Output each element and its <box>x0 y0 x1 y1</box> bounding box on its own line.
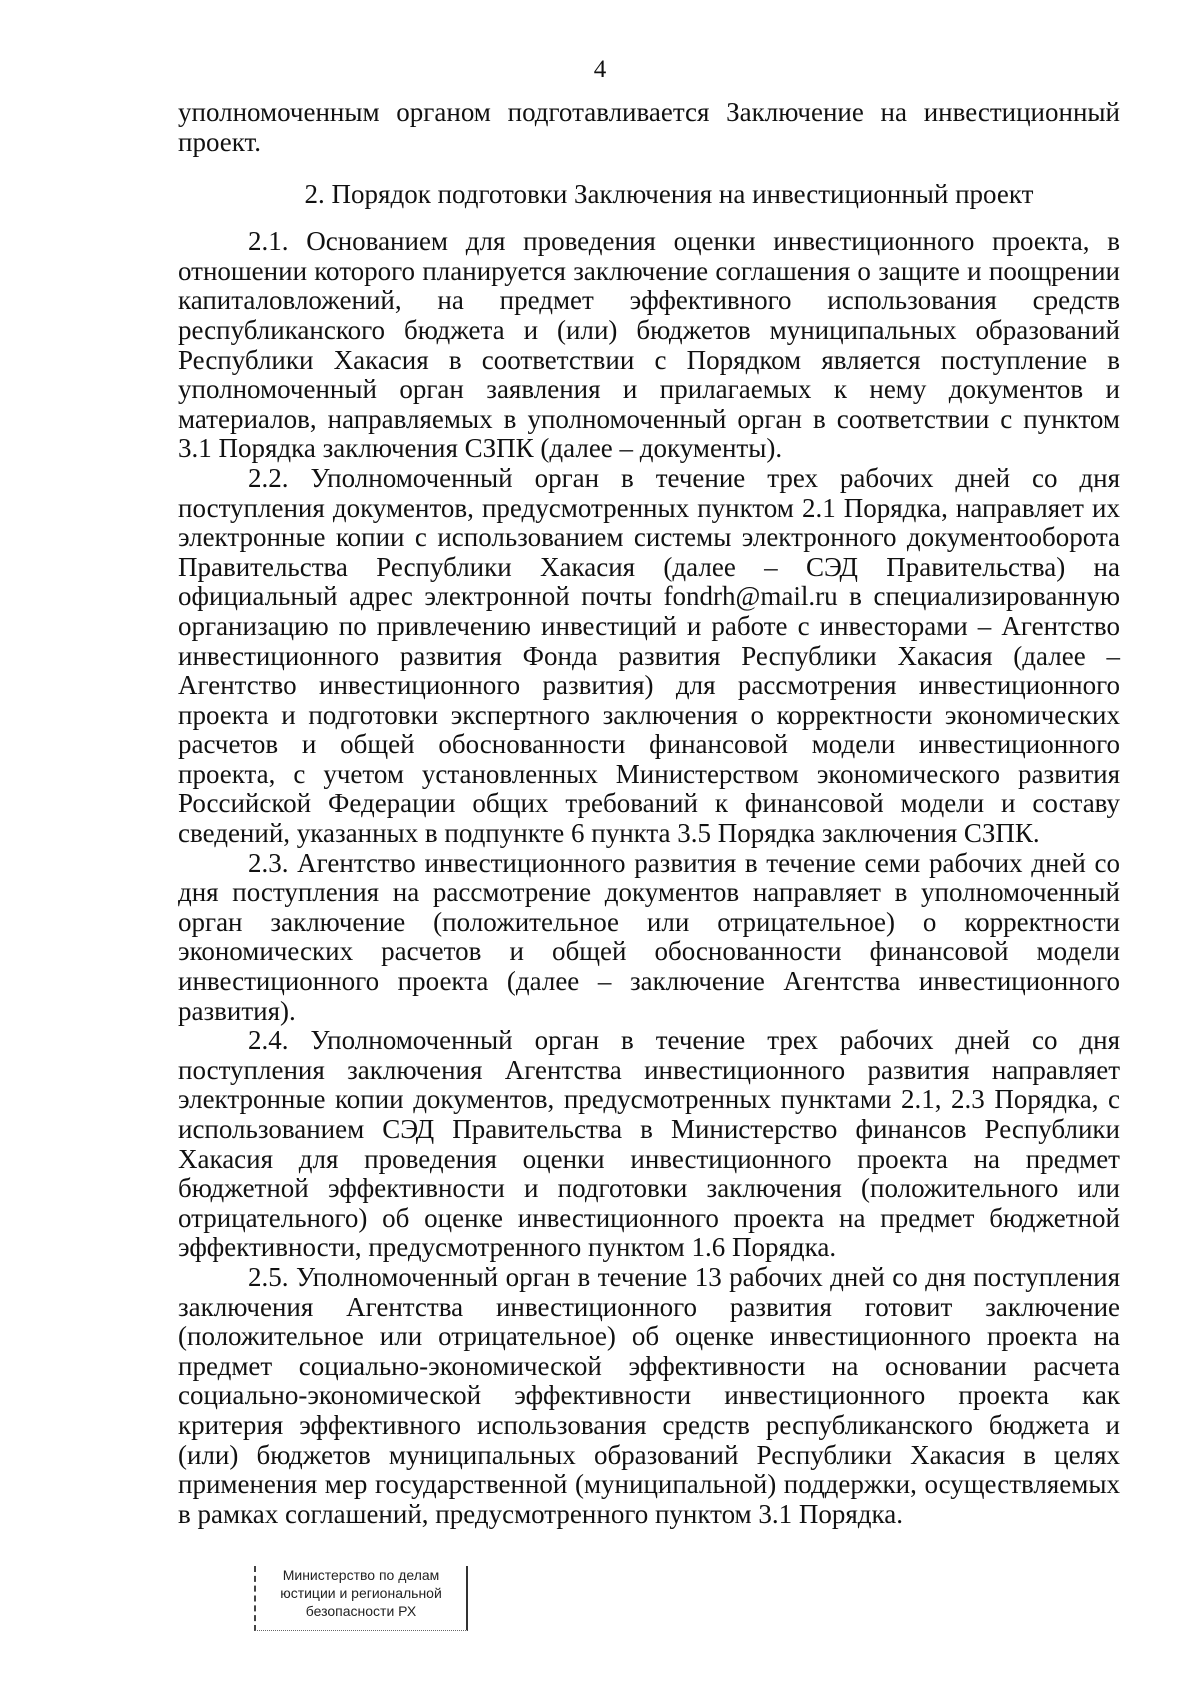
paragraph-2-1: 2.1. Основанием для проведения оценки инвестиционного проекта, в отношении которого планируется заключение соглашения о защите и поощрении капиталовложений, на предмет эффективного использования средств республиканского бюджета и (или) бюджетов муниципальных образований Республики Хакасия в соответствии с Порядком является поступление в уполномоченный орган заявления и прилагаемых к нему документов и материалов, направляемых в уполномоченный орган в соответствии с пунктом 3.1 Порядка заключения СЗПК (далее – документы). <box>178 226 1120 464</box>
document-body <box>178 98 1120 1529</box>
stamp-line-2: юстиции и региональной <box>280 1585 442 1601</box>
intro-paragraph: уполномоченным органом подготавливается Заключение на инвестиционный проект. <box>178 97 1120 157</box>
paragraph-2-3: 2.3. Агентство инвестиционного развития в течение семи рабочих дней со дня поступления на рассмотрение документов направляет в уполномоченный орган заключение (положительное или отрицательное) о корректности экономических расчетов и общей обоснованности финансовой модели инвестиционного проекта (далее – заключение Агентства инвестиционного развития). <box>178 847 1120 1026</box>
paragraph-2-5: 2.5. Уполномоченный орган в течение 13 рабочих дней со дня поступления заключения Агентства инвестиционного развития готовит заключение (положительное или отрицательное) об оценке инвестиционного проекта на предмет социально-экономической эффективности на основании расчета социально-экономической эффективности инвестиционного проекта как критерия эффективного использования средств республиканского бюджета и (или) бюджетов муниципальных образований Республики Хакасия в целях применения мер государственной (муниципальной) поддержки, осуществляемых в рамках соглашений, предусмотренного пунктом 3.1 Порядка. <box>178 1261 1120 1529</box>
stamp-line-3: безопасности РХ <box>305 1603 417 1619</box>
paragraph-2-4: 2.4. Уполномоченный орган в течение трех рабочих дней со дня поступления заключения Агентства инвестиционного развития направляет электронные копии документов, предусмотренных пунктами 2.1, 2.3 Порядка, с использованием СЭД Правительства в Министерство финансов Республики Хакасия для проведения оценки инвестиционного проекта на предмет бюджетной эффективности и подготовки заключения (положительного или отрицательного) об оценке инвестиционного проекта на предмет бюджетной эффективности, предусмотренного пунктом 1.6 Порядка. <box>178 1025 1120 1263</box>
section-heading: 2. Порядок подготовки Заключения на инвестиционный проект <box>304 179 1034 210</box>
ministry-stamp <box>254 1566 468 1631</box>
paragraph-2-2: 2.2. Уполномоченный орган в течение трех рабочих дней со дня поступления документов, предусмотренных пунктом 2.1 Порядка, направляет их электронные копии с использованием системы электронного документооборота Правительства Республики Хакасия (далее – СЭД Правительства) на официальный адрес электронной почты fondrh@mail.ru в специализированную организацию по привлечению инвестиций и работе с инвесторами – Агентство инвестиционного развития Фонда развития Республики Хакасия (далее – Агентство инвестиционного развития) для рассмотрения инвестиционного проекта и подготовки экспертного заключения о корректности экономических расчетов и общей обоснованности финансовой модели инвестиционного проекта, с учетом установленных Министерством экономического развития Российской Федерации общих требований к финансовой модели и составу сведений, указанных в подпункте 6 пункта 3.5 Порядка заключения СЗПК. <box>178 462 1120 849</box>
page-number: 4 <box>593 56 607 83</box>
stamp-line-1: Министерство по делам <box>282 1567 440 1583</box>
